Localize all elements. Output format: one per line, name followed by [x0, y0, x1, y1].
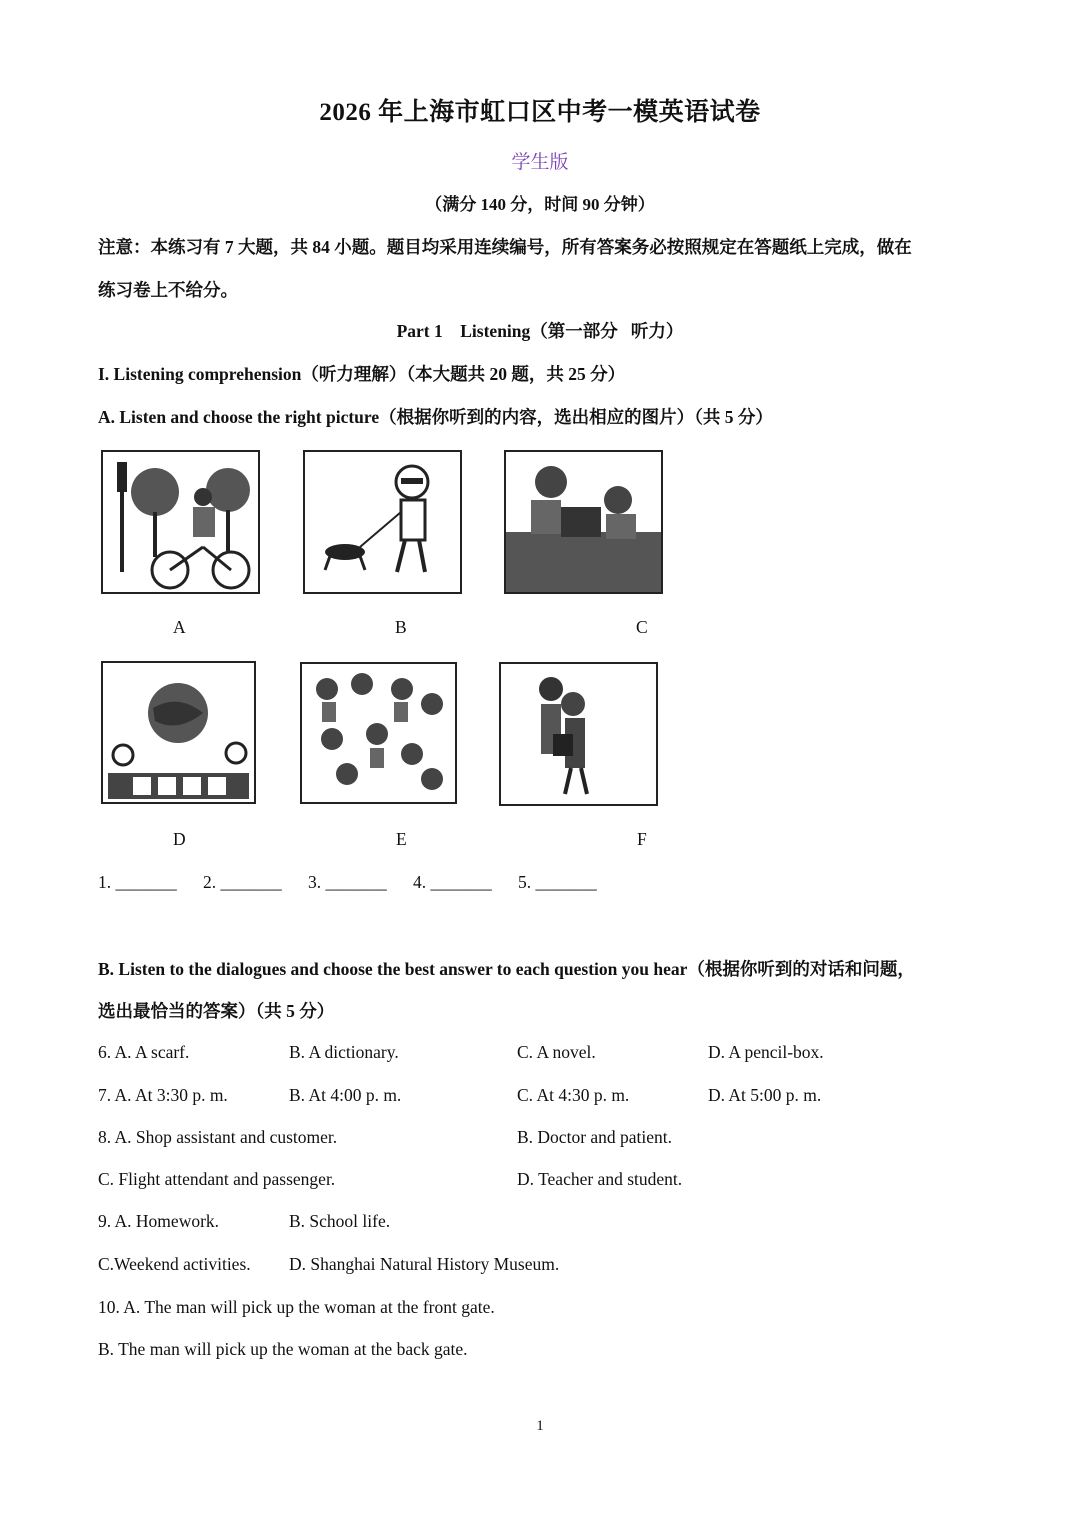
q7-option-b: B. At 4:00 p. m. [289, 1085, 402, 1105]
page-title: 2026 年上海市虹口区中考一模英语试卷 [319, 99, 761, 126]
q7-option-d: D. At 5:00 p. m. [708, 1085, 822, 1105]
notice-line-1: 注意：本练习有 7 大题，共 84 小题。题目均采用连续编号，所有答案务必按照规定在答题纸上完成，做在 [98, 237, 912, 257]
picture-label-c: C [636, 617, 648, 637]
notice-line-2: 练习卷上不给分。 [98, 280, 238, 300]
picture-e [300, 662, 457, 804]
q6-option-b: B. A dictionary. [289, 1042, 399, 1062]
section-b-heading-line-2: 选出最恰当的答案）（共 5 分） [98, 1001, 335, 1021]
picture-label-e: E [396, 829, 407, 849]
globe-presentation-picture-icon [103, 663, 254, 802]
q10-option-b: B. The man will pick up the woman at the back gate. [98, 1339, 468, 1359]
page-number: 1 [536, 1418, 544, 1434]
section-1-heading: I. Listening comprehension（听力理解）（本大题共 20 题，共 25 分） [98, 364, 626, 384]
dog-walker-picture-icon [305, 452, 460, 592]
picture-label-a: A [173, 617, 186, 637]
q9-option-b: B. School life. [289, 1211, 391, 1231]
picture-label-b: B [395, 617, 407, 637]
q9-option-a: 9. A. Homework. [98, 1211, 220, 1231]
answer-blank-3[interactable]: 3. _______ [308, 872, 387, 892]
q7-option-c: C. At 4:30 p. m. [517, 1085, 630, 1105]
picture-a [101, 450, 260, 594]
q8-option-c: C. Flight attendant and passenger. [98, 1169, 336, 1189]
q8-option-b: B. Doctor and patient. [517, 1127, 673, 1147]
q8-option-d: D. Teacher and student. [517, 1169, 683, 1189]
picture-label-f: F [637, 829, 647, 849]
shopping-picture-icon [506, 452, 661, 592]
picture-c [504, 450, 663, 594]
picture-f [499, 662, 658, 806]
score-time: （满分 140 分，时间 90 分钟） [425, 195, 655, 214]
answer-blank-1[interactable]: 1. _______ [98, 872, 177, 892]
answer-blank-5[interactable]: 5. _______ [518, 872, 597, 892]
q6-option-a: 6. A. A scarf. [98, 1042, 190, 1062]
answer-blank-2[interactable]: 2. _______ [203, 872, 282, 892]
section-a-heading: A. Listen and choose the right picture（根据你听到的内容，选出相应的图片）（共 5 分） [98, 407, 773, 427]
q6-option-d: D. A pencil-box. [708, 1042, 824, 1062]
q9-option-d: D. Shanghai Natural History Museum. [289, 1254, 560, 1274]
cyclist-picture-icon [103, 452, 258, 592]
picture-b [303, 450, 462, 594]
gift-picture-icon [501, 664, 656, 804]
edition-label: 学生版 [511, 152, 569, 173]
part1-heading: Part 1 Listening（第一部分 听力） [396, 321, 684, 341]
picture-label-d: D [173, 829, 186, 849]
q8-option-a: 8. A. Shop assistant and customer. [98, 1127, 338, 1147]
q7-option-a: 7. A. At 3:30 p. m. [98, 1085, 228, 1105]
picture-d [101, 661, 256, 804]
group-children-picture-icon [302, 664, 455, 802]
q10-option-a: 10. A. The man will pick up the woman at the front gate. [98, 1297, 495, 1317]
q9-option-c: C.Weekend activities. [98, 1254, 251, 1274]
q6-option-c: C. A novel. [517, 1042, 596, 1062]
section-b-heading-line-1: B. Listen to the dialogues and choose the best answer to each question you hear（根据你听到的对话和问题， [98, 959, 915, 979]
answer-blank-4[interactable]: 4. _______ [413, 872, 492, 892]
